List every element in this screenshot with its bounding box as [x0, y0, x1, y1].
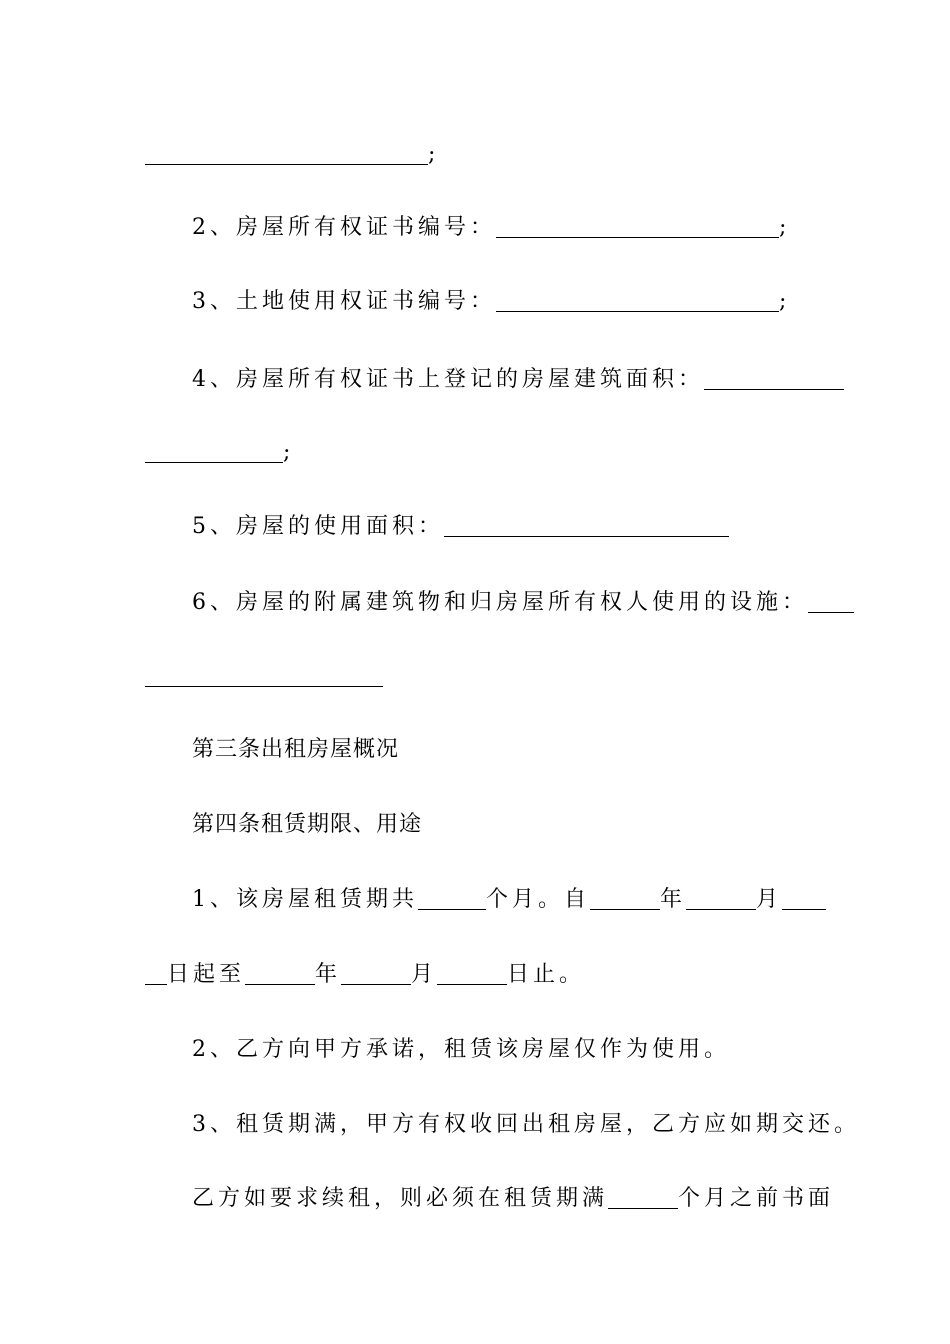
fill-blank — [808, 590, 854, 613]
lease-term-line-1 — [192, 885, 950, 915]
month-label: 月 — [756, 887, 783, 912]
fill-blank — [444, 514, 729, 537]
year-label: 年 — [660, 887, 687, 912]
blank-line-1 — [145, 140, 950, 170]
fill-blank-day — [437, 962, 507, 985]
fill-blank — [496, 215, 779, 238]
usable-area-line — [192, 512, 950, 542]
building-area-continuation — [145, 438, 950, 468]
building-area-label: 4、房屋所有权证书上登记的房屋建筑面积： — [192, 367, 704, 392]
facilities-label: 6、房屋的附属建筑物和归房屋所有权人使用的设施： — [192, 590, 808, 615]
semicolon: ; — [779, 289, 787, 314]
lease-term-label: 1、该房屋租赁期共 — [192, 887, 418, 912]
lease-term-line-2 — [145, 960, 950, 990]
fill-blank — [145, 440, 283, 463]
fill-blank — [145, 142, 428, 165]
facilities-continuation — [145, 662, 950, 692]
from-label: 个月。自 — [486, 887, 591, 912]
semicolon: ; — [779, 215, 787, 240]
lease-expiry-clause: 3、租赁期满，甲方有权收回出租房屋，乙方应如期交还。 — [192, 1112, 860, 1137]
land-cert-number-line — [192, 287, 950, 317]
renewal-clause — [192, 1184, 950, 1214]
fill-blank-month — [341, 962, 411, 985]
building-area-line — [192, 365, 950, 395]
to-label: 日起至 — [167, 962, 246, 987]
fill-blank-months — [418, 887, 486, 910]
end-label: 日止。 — [507, 962, 586, 987]
facilities-line — [192, 588, 950, 618]
semicolon: ; — [428, 142, 436, 167]
fill-blank-months — [608, 1186, 678, 1209]
fill-blank — [145, 664, 383, 687]
fill-blank-year — [245, 962, 315, 985]
renewal-text: 乙方如要求续租，则必须在租赁期满 — [192, 1186, 609, 1211]
article-3-heading: 第三条出租房屋概况 — [192, 737, 400, 762]
fill-blank — [704, 367, 844, 390]
fill-blank-day — [782, 887, 826, 910]
property-cert-number-line — [192, 213, 950, 243]
usable-area-label: 5、房屋的使用面积： — [192, 514, 444, 539]
month-label: 月 — [411, 962, 438, 987]
semicolon: ; — [283, 440, 291, 465]
land-cert-number-label: 3、土地使用权证书编号： — [192, 289, 496, 314]
article-4-heading: 第四条租赁期限、用途 — [192, 812, 423, 837]
renewal-text-end: 个月之前书面 — [678, 1186, 835, 1211]
property-cert-number-label: 2、房屋所有权证书编号： — [192, 215, 496, 240]
tenant-promise-clause: 2、乙方向甲方承诺，租赁该房屋仅作为使用。 — [192, 1037, 730, 1062]
year-label: 年 — [315, 962, 342, 987]
fill-blank-day — [145, 962, 167, 985]
fill-blank-year — [590, 887, 660, 910]
fill-blank-month — [686, 887, 756, 910]
fill-blank — [496, 289, 779, 312]
